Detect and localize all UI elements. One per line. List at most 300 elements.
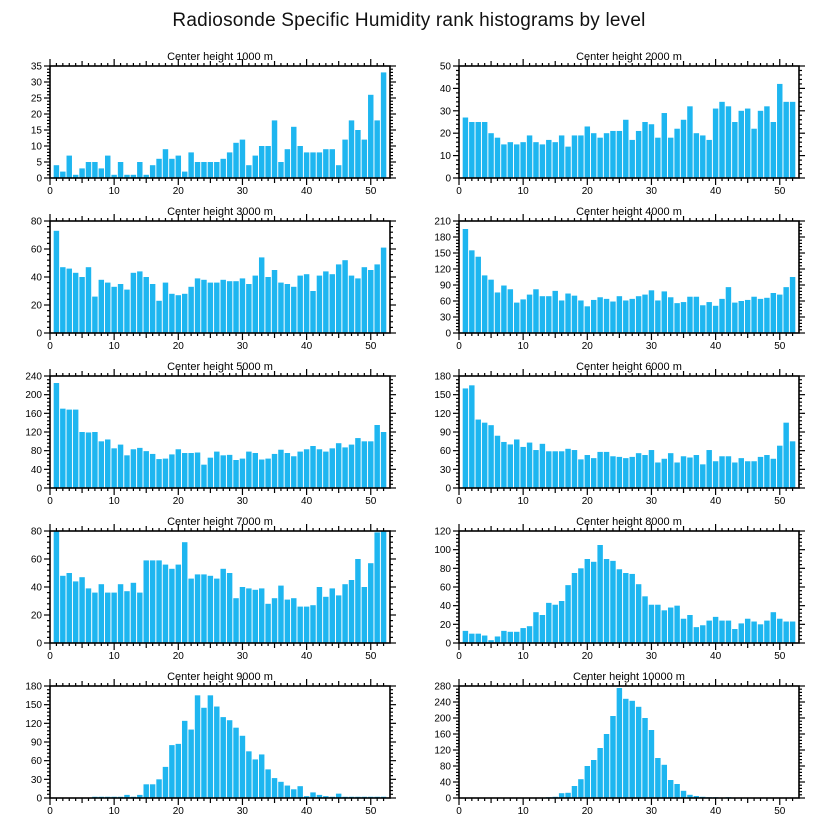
bar [694, 627, 699, 643]
y-tick-label: 30 [30, 774, 42, 786]
bar [124, 591, 129, 643]
bar [99, 280, 104, 333]
bar [694, 133, 699, 178]
bar [220, 717, 225, 798]
bar [259, 257, 264, 333]
y-tick-label: 0 [36, 793, 42, 805]
bar [617, 296, 622, 333]
bar [501, 631, 506, 643]
histogram-cell-10000m [409, 668, 818, 823]
bar [317, 152, 322, 178]
bar [330, 274, 335, 333]
y-tick-label: 40 [439, 601, 451, 613]
bar [668, 297, 673, 333]
bar [610, 302, 615, 333]
y-tick-label: 0 [445, 638, 451, 650]
bar [585, 306, 590, 333]
bar [629, 701, 634, 798]
bar [118, 445, 123, 488]
x-tick-label: 50 [774, 186, 786, 197]
chart-canvas-1000m [0, 48, 409, 203]
x-tick-label: 10 [517, 496, 529, 507]
x-tick-label: 20 [581, 341, 593, 352]
x-tick-label: 0 [47, 496, 53, 507]
bar [336, 264, 341, 333]
bar [790, 622, 795, 643]
bar [777, 619, 782, 643]
x-tick-label: 0 [456, 651, 462, 662]
bar [265, 604, 270, 643]
bar [706, 140, 711, 178]
bar [623, 573, 628, 643]
bar [297, 276, 302, 333]
bar [751, 622, 756, 643]
y-tick-label: 120 [434, 745, 451, 757]
y-tick-label: 80 [439, 761, 451, 773]
x-tick-label: 50 [774, 341, 786, 352]
x-tick-label: 0 [456, 806, 462, 817]
bar [604, 559, 609, 643]
bar [719, 456, 724, 488]
y-tick-label: 0 [36, 483, 42, 495]
histogram-cell-8000m [409, 513, 818, 668]
y-tick-label: 90 [30, 737, 42, 749]
bar [105, 156, 110, 178]
bar [629, 574, 634, 643]
bar [482, 636, 487, 643]
y-tick-label: 240 [25, 371, 42, 383]
bar [572, 573, 577, 643]
bar [501, 286, 506, 333]
x-tick-label: 50 [365, 651, 377, 662]
bar [514, 632, 519, 643]
y-tick-label: 60 [439, 296, 451, 308]
bar [156, 560, 161, 643]
bar [700, 464, 705, 488]
bar [182, 172, 187, 178]
bar [253, 453, 258, 488]
bar [188, 579, 193, 643]
bar [304, 449, 309, 488]
bar [719, 621, 724, 643]
bar [726, 287, 731, 333]
axis-ticks [453, 679, 805, 805]
bar [86, 588, 91, 643]
x-tick-label: 0 [47, 806, 53, 817]
x-tick-label: 10 [108, 806, 120, 817]
y-tick-label: 40 [30, 464, 42, 476]
bar [67, 269, 72, 333]
bar [208, 458, 213, 488]
bar [559, 135, 564, 178]
bar [482, 423, 487, 488]
bar [310, 291, 315, 333]
chart-title: Center height 3000 m [167, 206, 273, 218]
bar [559, 300, 564, 333]
bar [310, 446, 315, 488]
y-tick-label: 0 [36, 173, 42, 185]
bar [687, 297, 692, 333]
x-tick-label: 40 [710, 341, 722, 352]
bar [349, 120, 354, 178]
bar [330, 588, 335, 643]
bar [297, 607, 302, 643]
bar [188, 453, 193, 488]
bar [227, 455, 232, 488]
chart-canvas-10000m [409, 668, 818, 823]
bar [73, 273, 78, 333]
bar [617, 688, 622, 798]
x-tick-label: 20 [581, 186, 593, 197]
y-tick-label: 30 [439, 312, 451, 324]
bar [208, 283, 213, 333]
bar [597, 748, 602, 798]
bar [591, 760, 596, 798]
bar [585, 559, 590, 643]
histogram-cell-9000m [0, 668, 409, 823]
plot-frame [459, 686, 799, 798]
bar [681, 120, 686, 178]
bar [144, 277, 149, 333]
bar [285, 284, 290, 333]
x-tick-label: 30 [236, 496, 249, 507]
chart-title: Center height 7000 m [167, 516, 273, 528]
bar [610, 131, 615, 178]
bar [623, 300, 628, 333]
y-tick-label: 35 [30, 61, 42, 73]
bars [463, 229, 796, 333]
bar [265, 459, 270, 488]
bar [649, 290, 654, 333]
bar [176, 295, 181, 333]
bar [317, 449, 322, 488]
y-tick-label: 0 [445, 793, 451, 805]
bar [240, 140, 245, 178]
bar [310, 152, 315, 178]
bar [176, 565, 181, 643]
bar [278, 162, 283, 178]
y-tick-label: 60 [30, 244, 42, 256]
bar [739, 111, 744, 178]
y-tick-label: 40 [30, 272, 42, 284]
x-tick-label: 30 [645, 341, 658, 352]
bar [195, 278, 200, 333]
bars [546, 688, 731, 798]
bar [188, 287, 193, 333]
bar [501, 144, 506, 178]
bar [713, 306, 718, 333]
bar [131, 583, 136, 643]
bar [220, 455, 225, 488]
bar [272, 120, 277, 178]
bar [597, 545, 602, 643]
bar [687, 106, 692, 178]
bar [330, 149, 335, 178]
bar [188, 152, 193, 178]
y-tick-label: 80 [30, 446, 42, 458]
bar [323, 452, 328, 488]
y-tick-label: 40 [30, 582, 42, 594]
bar [520, 628, 525, 643]
bar [553, 142, 558, 178]
bar [527, 626, 532, 643]
bar [463, 118, 468, 178]
y-tick-label: 180 [25, 681, 42, 693]
x-tick-label: 50 [774, 651, 786, 662]
bar [668, 138, 673, 178]
bar [227, 573, 232, 643]
bar [285, 786, 290, 798]
histogram-grid [0, 48, 818, 823]
bar [713, 617, 718, 643]
bar [144, 784, 149, 798]
bar [253, 759, 258, 798]
bar [610, 456, 615, 488]
x-tick-label: 0 [47, 341, 53, 352]
bar [111, 593, 116, 643]
bar [137, 593, 142, 643]
bar [291, 287, 296, 333]
bar [342, 584, 347, 643]
y-tick-label: 180 [434, 232, 451, 244]
bar [758, 457, 763, 488]
chart-canvas-5000m [0, 358, 409, 513]
bar [368, 95, 373, 178]
bar [559, 451, 564, 488]
bar [195, 453, 200, 488]
bars [54, 531, 387, 643]
bar [86, 267, 91, 333]
bar [783, 287, 788, 333]
bar [642, 122, 647, 178]
bar [118, 162, 123, 178]
bar [342, 140, 347, 178]
y-tick-label: 20 [439, 619, 451, 631]
bar [604, 452, 609, 488]
bar [124, 455, 129, 488]
bar [233, 598, 238, 643]
y-tick-label: 30 [439, 464, 451, 476]
chart-canvas-7000m [0, 513, 409, 668]
bar [150, 165, 155, 178]
bar [732, 629, 737, 643]
bar [527, 443, 532, 488]
bar [233, 728, 238, 798]
bar [700, 135, 705, 178]
bar [674, 462, 679, 488]
bar [381, 248, 386, 333]
bar [368, 270, 373, 333]
bar [463, 388, 468, 488]
bar [553, 605, 558, 643]
bar [368, 441, 373, 488]
y-tick-label: 0 [36, 638, 42, 650]
y-tick-label: 180 [434, 371, 451, 383]
x-tick-label: 30 [645, 651, 658, 662]
bar [208, 576, 213, 643]
bar [790, 441, 795, 488]
bar [214, 162, 219, 178]
bar [719, 299, 724, 333]
y-tick-label: 25 [30, 93, 42, 105]
bar [195, 574, 200, 643]
bar [169, 745, 174, 798]
bar [355, 130, 360, 178]
bar [617, 569, 622, 643]
bar [546, 451, 551, 488]
bar [771, 293, 776, 333]
x-tick-label: 0 [456, 496, 462, 507]
x-tick-label: 0 [456, 186, 462, 197]
bar [469, 250, 474, 333]
bar [629, 457, 634, 488]
bar [578, 568, 583, 643]
chart-canvas-4000m [409, 203, 818, 358]
bar [208, 695, 213, 798]
bar [99, 168, 104, 178]
bar [508, 142, 513, 178]
bar [719, 102, 724, 178]
bar [533, 289, 538, 333]
bar [60, 267, 65, 333]
bar [214, 283, 219, 333]
bar [617, 131, 622, 178]
y-tick-label: 15 [30, 125, 42, 137]
y-tick-label: 160 [434, 729, 451, 741]
x-tick-label: 50 [365, 341, 377, 352]
bar [758, 624, 763, 643]
bar [265, 277, 270, 333]
bar [368, 563, 373, 643]
bar [662, 765, 667, 798]
y-tick-label: 120 [434, 526, 451, 538]
bar [156, 159, 161, 178]
bar [381, 531, 386, 643]
chart-title: Center height 8000 m [576, 516, 682, 528]
bar [201, 280, 206, 333]
bar [642, 455, 647, 488]
y-tick-label: 150 [434, 248, 451, 260]
bar [777, 84, 782, 178]
bar [739, 458, 744, 488]
bar [533, 450, 538, 488]
bar [92, 593, 97, 643]
bar [79, 168, 84, 178]
y-tick-label: 90 [439, 280, 451, 292]
bar [291, 456, 296, 488]
x-tick-label: 30 [645, 186, 658, 197]
bar [227, 152, 232, 178]
bar [86, 162, 91, 178]
bar [764, 621, 769, 643]
chart-title: Center height 6000 m [576, 361, 682, 373]
histogram-cell-6000m [409, 358, 818, 513]
bar [92, 297, 97, 333]
bar [374, 264, 379, 333]
bar [105, 283, 110, 333]
bar [476, 257, 481, 333]
chart-title: Center height 2000 m [576, 51, 682, 63]
page-title: Radiosonde Specific Humidity rank histograms by level [172, 10, 646, 31]
y-tick-label: 0 [445, 173, 451, 185]
bar [591, 300, 596, 333]
bar [201, 465, 206, 488]
bar [623, 699, 628, 798]
bar [706, 450, 711, 488]
bar [565, 294, 570, 333]
bar [520, 299, 525, 333]
bar [655, 138, 660, 178]
bar [501, 442, 506, 488]
bar [565, 147, 570, 178]
bar [495, 436, 500, 488]
bar [240, 459, 245, 488]
bar [246, 751, 251, 798]
x-tick-label: 20 [581, 806, 593, 817]
bar [514, 439, 519, 488]
bar [655, 758, 660, 798]
bar [527, 135, 532, 178]
chart-canvas-2000m [409, 48, 818, 203]
bar [169, 569, 174, 643]
chart-canvas-6000m [409, 358, 818, 513]
bar [533, 142, 538, 178]
y-tick-label: 280 [434, 681, 451, 693]
bar [572, 786, 577, 798]
x-tick-label: 10 [517, 651, 529, 662]
y-tick-label: 200 [434, 713, 451, 725]
bar [253, 590, 258, 643]
bar [540, 444, 545, 488]
axis-labels [434, 682, 785, 818]
bar [54, 231, 59, 333]
bar [355, 278, 360, 333]
bar [362, 441, 367, 488]
bar [783, 102, 788, 178]
bar [330, 448, 335, 488]
bar [783, 423, 788, 488]
bar [463, 631, 468, 643]
bars [54, 383, 387, 488]
bar [105, 593, 110, 643]
bar [655, 462, 660, 488]
bar [291, 789, 296, 798]
bar [591, 133, 596, 178]
bar [285, 453, 290, 488]
bar [514, 144, 519, 178]
y-tick-label: 120 [434, 264, 451, 276]
bar [604, 299, 609, 333]
bar [201, 574, 206, 643]
bar [54, 165, 59, 178]
x-tick-label: 40 [710, 496, 722, 507]
bars [54, 72, 387, 178]
plot-frame [50, 66, 390, 178]
bar [99, 441, 104, 488]
bar [578, 300, 583, 333]
y-tick-label: 40 [439, 777, 451, 789]
y-tick-label: 0 [445, 328, 451, 340]
bar [700, 625, 705, 643]
bar [201, 162, 206, 178]
bar [86, 432, 91, 488]
bar [156, 459, 161, 488]
bar [591, 458, 596, 488]
bar [668, 453, 673, 488]
chart-title: Center height 9000 m [167, 671, 273, 683]
y-tick-label: 120 [25, 718, 42, 730]
x-tick-label: 10 [108, 496, 120, 507]
